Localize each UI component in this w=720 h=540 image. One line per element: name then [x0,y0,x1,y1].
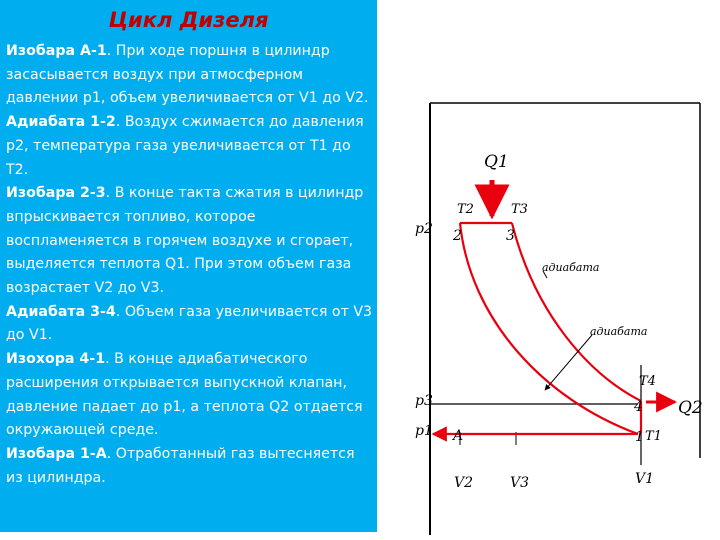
t1-label: T1 [645,429,662,444]
step-2-text: Воздух сжимается до давления p2, температура газа увеличивается от T1 до T2. [6,114,364,178]
step-1-name: Изобара А-1 [6,43,107,59]
upper-adiabat-label: адиабата [542,261,600,274]
lower-adiabat-pointer [545,335,592,390]
step-5-text: В конце адиабатического расширения открывается выпускной клапан, давление падает до p1, а теплота Q2 отдается окружающей среде. [6,351,363,439]
step-6-text: Отработанный газ вытесняется из цилиндра. [6,445,355,486]
p1-label: p1 [415,423,433,439]
step-3-text: В конце такта сжатия в цилиндр впрыскивается топливо, которое воспламеняется в горячем воздухе и сгорает, выделяется теплота Q1. При этом объем газа возрастает V2 до V3. [6,185,364,297]
adiabat-3-4 [512,223,641,401]
point-2-label: 2 [453,228,462,244]
q2-label: Q2 [678,398,703,418]
p2-label: p2 [415,221,433,237]
step-6-name: Изобара 1-А [6,445,107,462]
step-4-text: Объем газа увеличивается от V3 до V1. [6,303,373,344]
t3-label: T3 [511,202,528,217]
point-3-label: 3 [506,228,515,244]
t2-label: T2 [457,202,474,217]
t4-label: T4 [639,374,656,389]
lower-adiabat-label: адиабата [590,325,648,338]
step-4-name: Адиабата 3-4 [6,303,116,320]
pv-diagram [395,95,720,540]
point-a-label: A [453,428,464,444]
q1-label: Q1 [484,152,509,172]
step-3-name: Изобара 2-3 [6,185,106,202]
slide-title: Цикл Дизеля [108,8,269,32]
step-2-name: Адиабата 1-2 [6,114,116,131]
v2-label: V2 [454,475,474,491]
point-4-label: 4 [634,399,643,415]
step-5-name: Изохора 4-1 [6,351,106,368]
v3-label: V3 [510,475,530,491]
v1-label: V1 [635,471,655,487]
step-1-text: При ходе поршня в цилиндр засасывается воздух при атмосферном давлении p1, объем увеличивается от V1 до V2. [6,43,369,107]
point-1-label: 1 [635,429,644,445]
p3-label: p3 [415,393,433,409]
cycle-description: Изобара А-1. При ходе поршня в цилиндр засасывается воздух при атмосферном давлении p1, объем увеличивается от V1 до V2. Адиабата 1-2. Воздух сжимается до давления p2, температура газа увеличивается от T1 до T2. Изобара 2-3. В конце такта сжатия в цилиндр впрыскивается топливо, которое воспламеняется в горячем воздухе и сгорает, выделяется теплота Q1. При этом объем газа возрастает V2 до V3. Адиабата 3-4. Объем газа увеличивается от V3 до V1. Изохора 4-1. В конце адиабатического расширения открывается выпускной клапан, давление падает до p1, а теплота Q2 отдается окружающей среде. Изобара 1-А. Отработанный газ вытесняется из цилиндра. [6,43,373,486]
